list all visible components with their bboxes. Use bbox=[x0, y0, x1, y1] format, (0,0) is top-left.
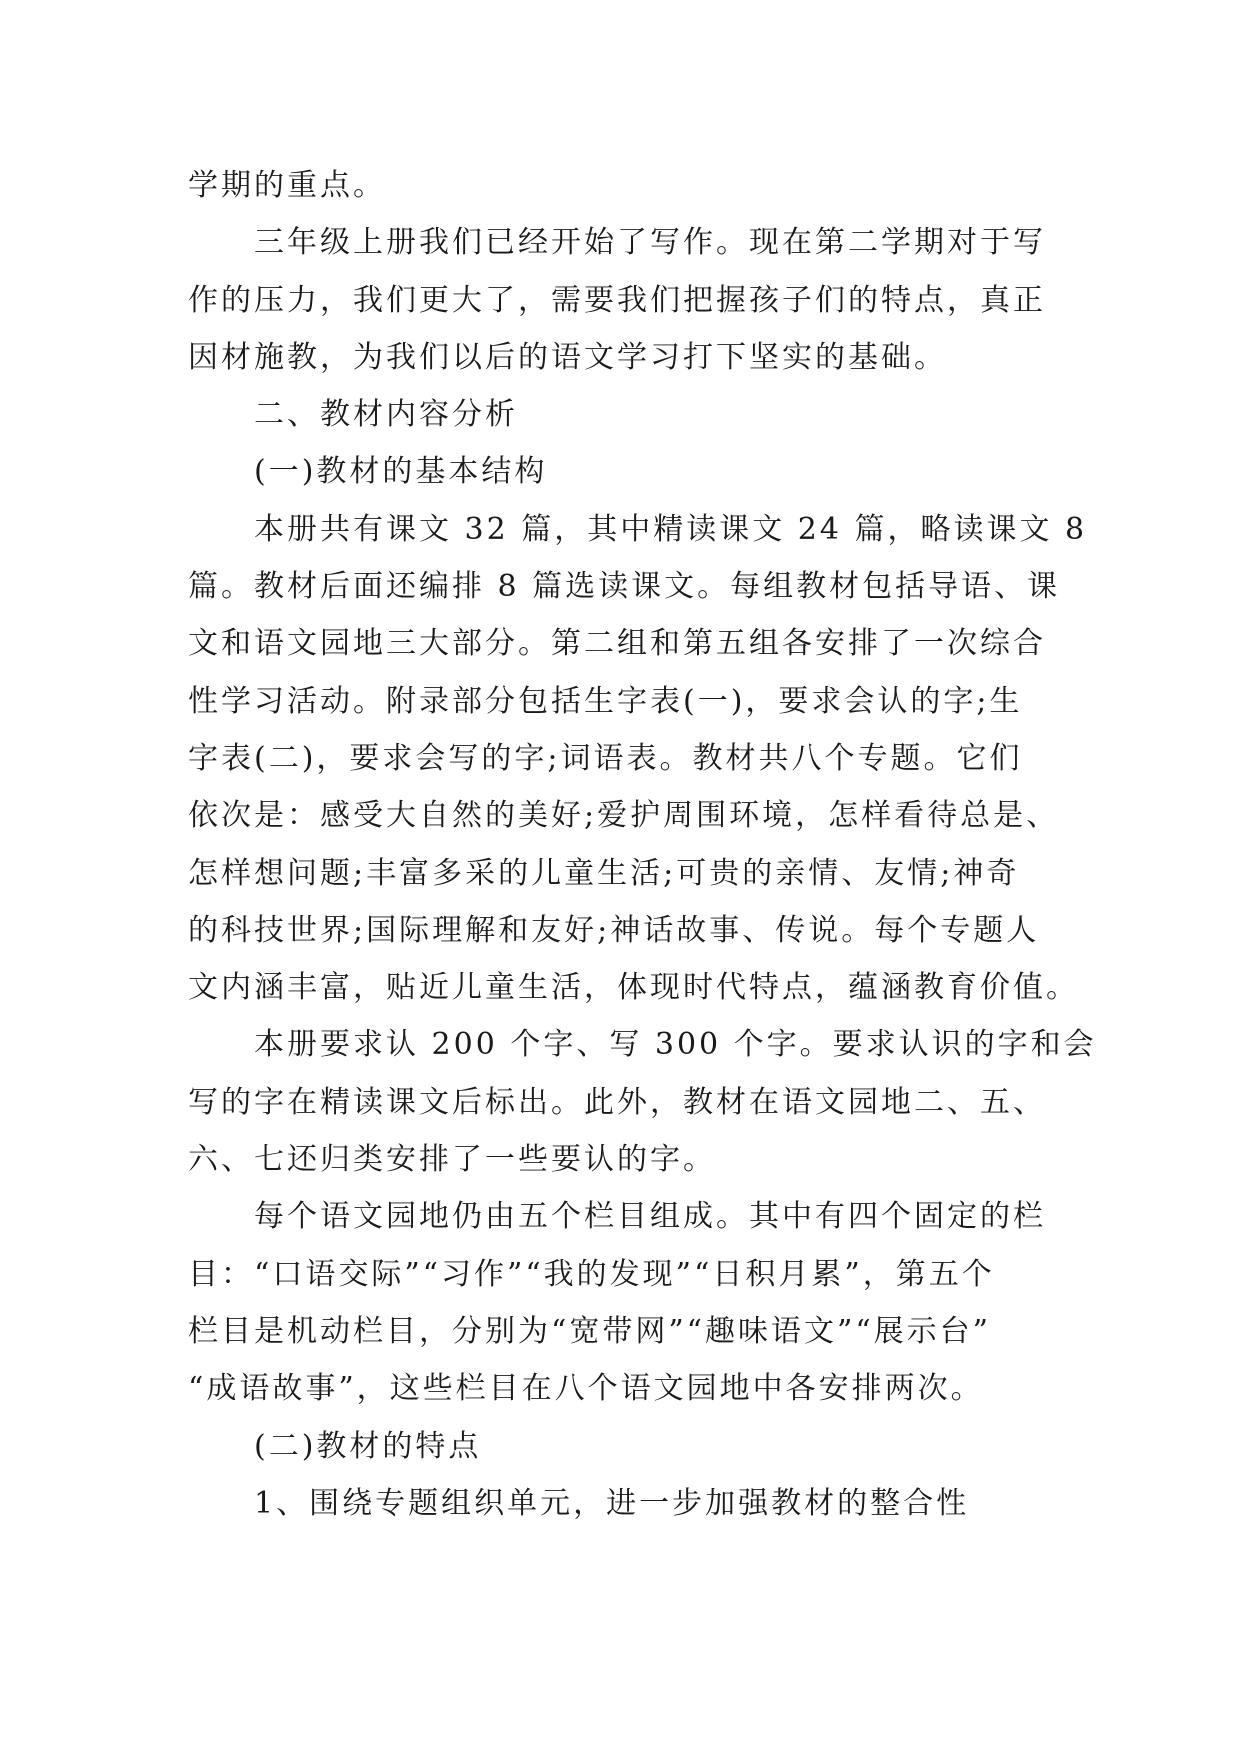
text-line: 六、七还归类安排了一些要认的字。 bbox=[188, 1142, 716, 1178]
text-line: 学期的重点。 bbox=[188, 168, 386, 203]
text-line: 篇。教材后面还编排 8 篇选读课文。每组教材包括导语、课 bbox=[188, 569, 1061, 605]
text-line: 每个语文园地仍由五个栏目组成。其中有四个固定的栏 bbox=[254, 1199, 1046, 1235]
text-line: 文和语文园地三大部分。第二组和第五组各安排了一次综合 bbox=[188, 626, 1046, 662]
text-line: “成语故事”，这些栏目在八个语文园地中各安排两次。 bbox=[188, 1371, 984, 1407]
text-body bbox=[188, 157, 1097, 1532]
text-line: 作的压力，我们更大了，需要我们把握孩子们的特点，真正 bbox=[188, 282, 1046, 318]
text-line: 性学习活动。附录部分包括生字表(一)，要求会认的字;生 bbox=[188, 683, 1023, 719]
text-line: 写的字在精读课文后标出。此外，教材在语文园地二、五、 bbox=[188, 1084, 1046, 1120]
text-line: 栏目是机动栏目，分别为“宽带网”“趣味语文”“展示台” bbox=[188, 1313, 992, 1349]
text-line: 目：“口语交际”“习作”“我的发现”“日积月累”，第五个 bbox=[188, 1256, 995, 1292]
section-heading: 二、教材内容分析 bbox=[254, 397, 518, 433]
text-line: 的科技世界;国际理解和友好;神话故事、传说。每个专题人 bbox=[188, 912, 1040, 948]
text-line: 本册要求认 200 个字、写 300 个字。要求认识的字和会 bbox=[254, 1027, 1097, 1063]
text-line: 因材施教，为我们以后的语文学习打下坚实的基础。 bbox=[188, 339, 947, 375]
subsection-heading: (二)教材的特点 bbox=[254, 1428, 482, 1464]
numbered-heading: 1、围绕专题组织单元，进一步加强教材的整合性 bbox=[254, 1485, 970, 1521]
text-line: 字表(二)，要求会写的字;词语表。教材共八个专题。它们 bbox=[188, 740, 1023, 776]
text-line: 三年级上册我们已经开始了写作。现在第二学期对于写 bbox=[254, 225, 1046, 261]
text-line: 怎样想问题;丰富多采的儿童生活;可贵的亲情、友情;神奇 bbox=[188, 855, 1020, 891]
text-line: 文内涵丰富，贴近儿童生活，体现时代特点，蕴涵教育价值。 bbox=[188, 970, 1079, 1006]
subsection-heading: (一)教材的基本结构 bbox=[254, 454, 548, 490]
text-line: 本册共有课文 32 篇，其中精读课文 24 篇，略读课文 8 bbox=[254, 511, 1088, 547]
text-line: 依次是：感受大自然的美好;爱护周围环境，怎样看待总是、 bbox=[188, 798, 1060, 834]
